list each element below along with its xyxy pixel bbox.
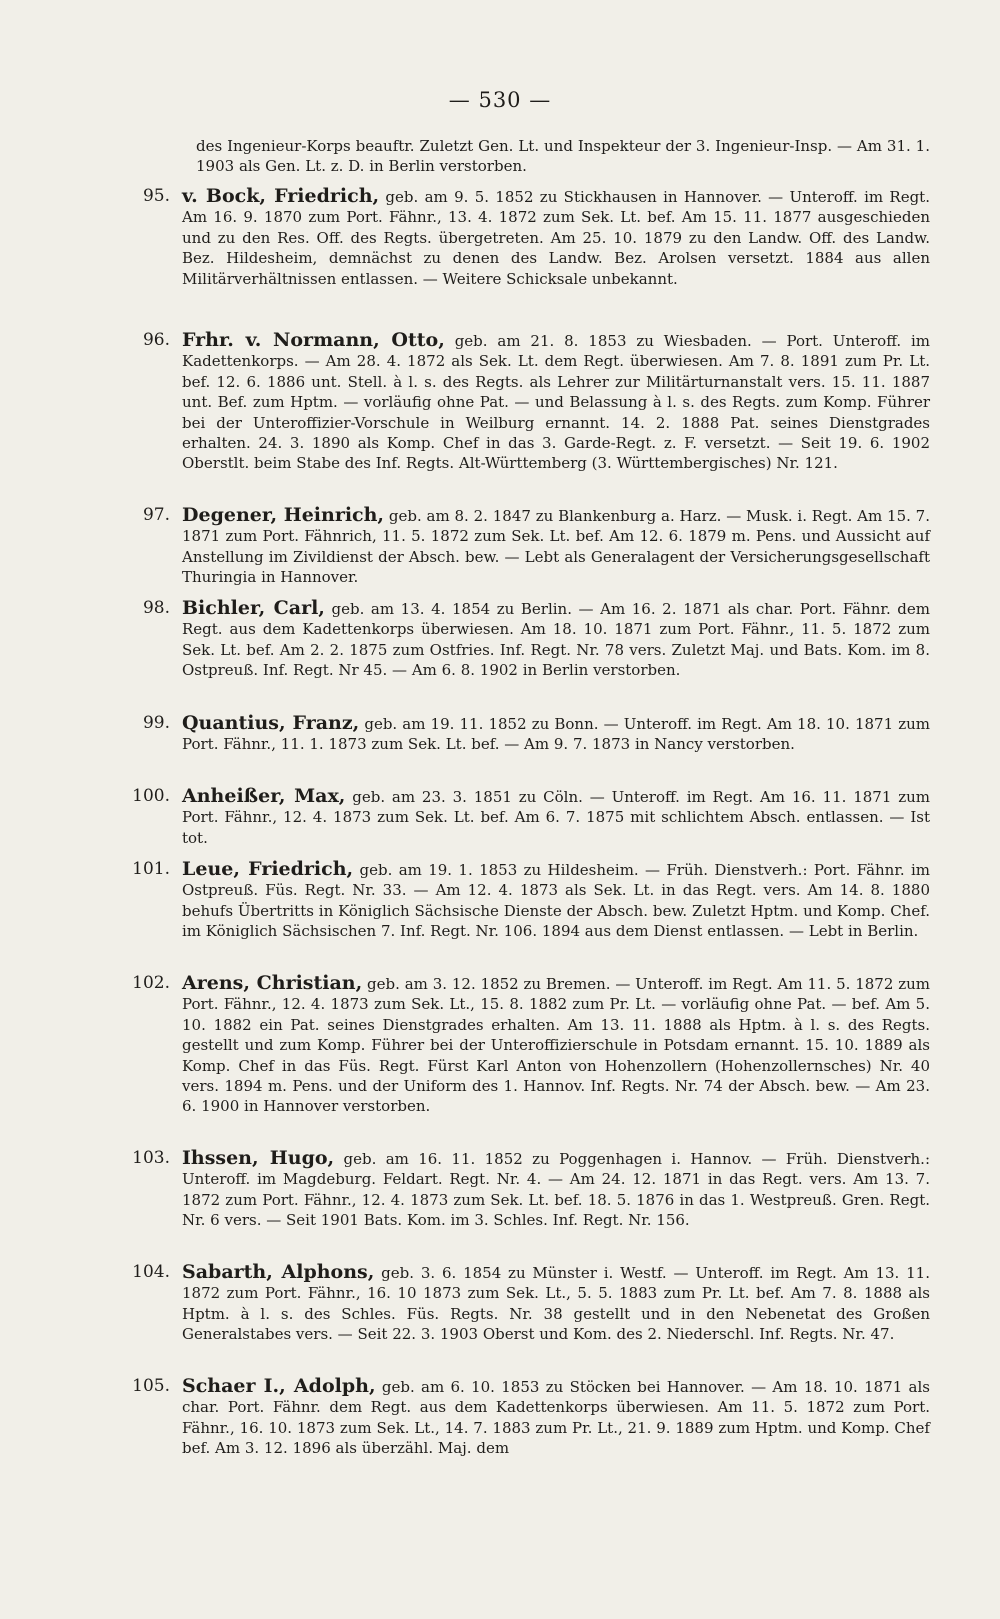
- entry-102: [132, 972, 930, 1117]
- entry-text: geb. am 9. 5. 1852 zu Stickhausen in Hannover. — Unteroff. im Regt. Am 16. 9. 1870 zum Port. Fähnr., 13. 4. 1872 zum Sek. Lt. bef. Am 15. 11. 1877 ausgeschieden und zu den Res. Off. des Regts. übergetreten. Am 25. 10. 1879 zu den Landw. Off. des Landw. Bez. Hildesheim, demnächst zu denen des Landw. Bez. Arolsen versetzt. 1884 aus allen Militärverhältnissen entlassen. — Weitere Schicksale unbekannt.: [182, 188, 930, 288]
- entry-number: 100.: [132, 786, 170, 806]
- entry-text: geb. am 3. 12. 1852 zu Bremen. — Unteroff. im Regt. Am 11. 5. 1872 zum Port. Fähnr., 12. 4. 1873 zum Sek. Lt., 15. 8. 1882 zum Pr. Lt. — vorläufig ohne Pat. — bef. Am 5. 10. 1882 ein Pat. seines Dienstgrades erhalten. Am 13. 11. 1888 als Hptm. à l. s. des Regts. gestellt und zum Komp. Führer bei der Unteroffizierschule in Potsdam ernannt. 15. 10. 1889 als Komp. Chef in das Füs. Regt. Fürst Karl Anton von Hohenzollern (Hohenzollernsches) Nr. 40 vers. 1894 m. Pens. und der Uniform des 1. Hannov. Inf. Regts. Nr. 74 der Absch. bew. — Am 23. 6. 1900 in Hannover verstorben.: [182, 975, 930, 1116]
- entry-name: Anheißer, Max,: [182, 785, 346, 807]
- entry-name: Sabarth, Alphons,: [182, 1261, 375, 1283]
- entry-text: geb. am 19. 11. 1852 zu Bonn. — Unteroff. im Regt. Am 18. 10. 1871 zum Port. Fähnr., 11. 1. 1873 zum Sek. Lt. bef. — Am 9. 7. 1873 in Nancy verstorben.: [182, 715, 930, 754]
- entry-text: geb. am 21. 8. 1853 zu Wiesbaden. — Port. Unteroff. im Kadettenkorps. — Am 28. 4. 1872 als Sek. Lt. dem Regt. überwiesen. Am 7. 8. 1891 zum Pr. Lt. bef. 12. 6. 1886 unt. Stell. à l. s. des Regts. als Lehrer zur Militärturnanstalt vers. 15. 11. 1887 unt. Bef. zum Hptm. — vorläufig ohne Pat. — und Belassung à l. s. des Regts. zum Komp. Führer bei der Unteroffizier-Vorschule in Weilburg ernannt. 14. 2. 1888 Pat. seines Dienstgrades erhalten. 24. 3. 1890 als Komp. Chef in das 3. Garde-Regt. z. F. versetzt. — Seit 19. 6. 1902 Oberstlt. beim Stabe des Inf. Regts. Alt-Württemberg (3. Württembergisches) Nr. 121.: [182, 332, 930, 473]
- entry-96: [142, 329, 930, 474]
- entry-103: [132, 1147, 930, 1231]
- entry-number: 95.: [142, 186, 170, 206]
- entry-name: Leue, Friedrich,: [182, 858, 354, 880]
- entry-name: Degener, Heinrich,: [182, 504, 385, 526]
- entry-text: geb. am 16. 11. 1852 zu Poggenhagen i. Hannov. — Früh. Dienstverh.: Unteroff. im Magdeburg. Feldart. Regt. Nr. 4. — Am 24. 12. 1871 in das Regt. vers. Am 13. 7. 1872 zum Port. Fähnr., 12. 4. 1873 zum Sek. Lt. bef. 18. 5. 1876 in das 1. Westpreuß. Gren. Regt. Nr. 6 vers. — Seit 1901 Bats. Kom. im 3. Schles. Inf. Regt. Nr. 156.: [182, 1150, 930, 1230]
- entry-100: [132, 785, 931, 848]
- entry-number: 99.: [142, 713, 170, 733]
- entry-name: v. Bock, Friedrich,: [182, 185, 380, 207]
- entry-text: geb. am 6. 10. 1853 zu Stöcken bei Hannover. — Am 18. 10. 1871 als char. Port. Fähnr. dem Regt. aus dem Kadettenkorps überwiesen. Am 11. 5. 1872 zum Port. Fähnr., 16. 10. 1873 zum Sek. Lt., 14. 7. 1883 zum Pr. Lt., 21. 9. 1889 zum Hptm. und Komp. Chef bef. Am 3. 12. 1896 als überzähl. Maj. dem: [182, 1378, 930, 1458]
- entry-99: [142, 712, 930, 755]
- entry-name: Arens, Christian,: [182, 972, 363, 994]
- entry-105: [132, 1375, 930, 1459]
- entry-name: Quantius, Franz,: [182, 712, 360, 734]
- entry-text: geb. am 13. 4. 1854 zu Berlin. — Am 16. 2. 1871 als char. Port. Fähnr. dem Regt. aus dem Kadettenkorps überwiesen. Am 18. 10. 1871 zum Port. Fähnr., 11. 5. 1872 zum Sek. Lt. bef. Am 2. 2. 1875 zum Ostfries. Inf. Regt. Nr. 78 vers. Zuletzt Maj. und Bats. Kom. im 8. Ostpreuß. Inf. Regt. Nr 45. — Am 6. 8. 1902 in Berlin verstorben.: [182, 600, 930, 680]
- entry-text: geb. am 19. 1. 1853 zu Hildesheim. — Früh. Dienstverh.: Port. Fähnr. im Ostpreuß. Füs. Regt. Nr. 33. — Am 12. 4. 1873 als Sek. Lt. in das Regt. vers. Am 14. 8. 1880 behufs Übertritts in Königlich Sächsische Dienste der Absch. bew. Zuletzt Hptm. und Komp. Chef. im Königlich Sächsischen 7. Inf. Regt. Nr. 106. 1894 aus dem Dienst entlassen. — Lebt in Berlin.: [182, 861, 931, 941]
- entry-number: 103.: [132, 1148, 170, 1168]
- entry-104: [132, 1261, 930, 1345]
- entry-number: 97.: [142, 505, 170, 525]
- entry-text: geb. am 8. 2. 1847 zu Blankenburg a. Harz. — Musk. i. Regt. Am 15. 7. 1871 zum Port. Fähnrich, 11. 5. 1872 zum Sek. Lt. bef. Am 12. 6. 1879 m. Pens. und Aussicht auf Anstellung im Zivildienst der Absch. bew. — Lebt als Generalagent der Versicherungsgesellschaft Thuringia in Hannover.: [182, 507, 930, 587]
- page-number: — 530 —: [448, 88, 552, 112]
- entry-97: [142, 504, 930, 588]
- entry-name: Frhr. v. Normann, Otto,: [182, 329, 445, 351]
- continuation-paragraph: [196, 136, 930, 177]
- entry-name: Bichler, Carl,: [182, 597, 325, 619]
- entry-101: [132, 858, 931, 942]
- entry-text: geb. am 23. 3. 1851 zu Cöln. — Unteroff. im Regt. Am 16. 11. 1871 zum Port. Fähnr., 12. 4. 1873 zum Sek. Lt. bef. Am 6. 7. 1875 mit schlichtem Absch. entlassen. — Ist tot.: [182, 788, 931, 847]
- entry-name: Schaer I., Adolph,: [182, 1375, 376, 1397]
- entry-text: geb. 3. 6. 1854 zu Münster i. Westf. — Unteroff. im Regt. Am 13. 11. 1872 zum Port. Fähnr., 16. 10 1873 zum Sek. Lt., 5. 5. 1883 zum Pr. Lt. bef. Am 7. 8. 1888 als Hptm. à l. s. des Schles. Füs. Regts. Nr. 38 gestellt und in den Nebenetat des Großen Generalstabes vers. — Seit 22. 3. 1903 Oberst und Kom. des 2. Niederschl. Inf. Regts. Nr. 47.: [182, 1264, 930, 1344]
- entry-number: 98.: [142, 598, 170, 618]
- entry-name: Ihssen, Hugo,: [182, 1147, 335, 1169]
- entry-number: 104.: [132, 1262, 170, 1282]
- entry-number: 102.: [132, 973, 170, 993]
- continuation-text: des Ingenieur-Korps beauftr. Zuletzt Gen. Lt. und Inspekteur der 3. Ingenieur-Insp. — Am 31. 1. 1903 als Gen. Lt. z. D. in Berlin verstorben.: [196, 137, 930, 176]
- entry-number: 101.: [132, 859, 170, 879]
- entry-95: [142, 185, 930, 289]
- entry-number: 96.: [142, 330, 170, 350]
- entry-number: 105.: [132, 1376, 170, 1396]
- entry-98: [142, 597, 930, 681]
